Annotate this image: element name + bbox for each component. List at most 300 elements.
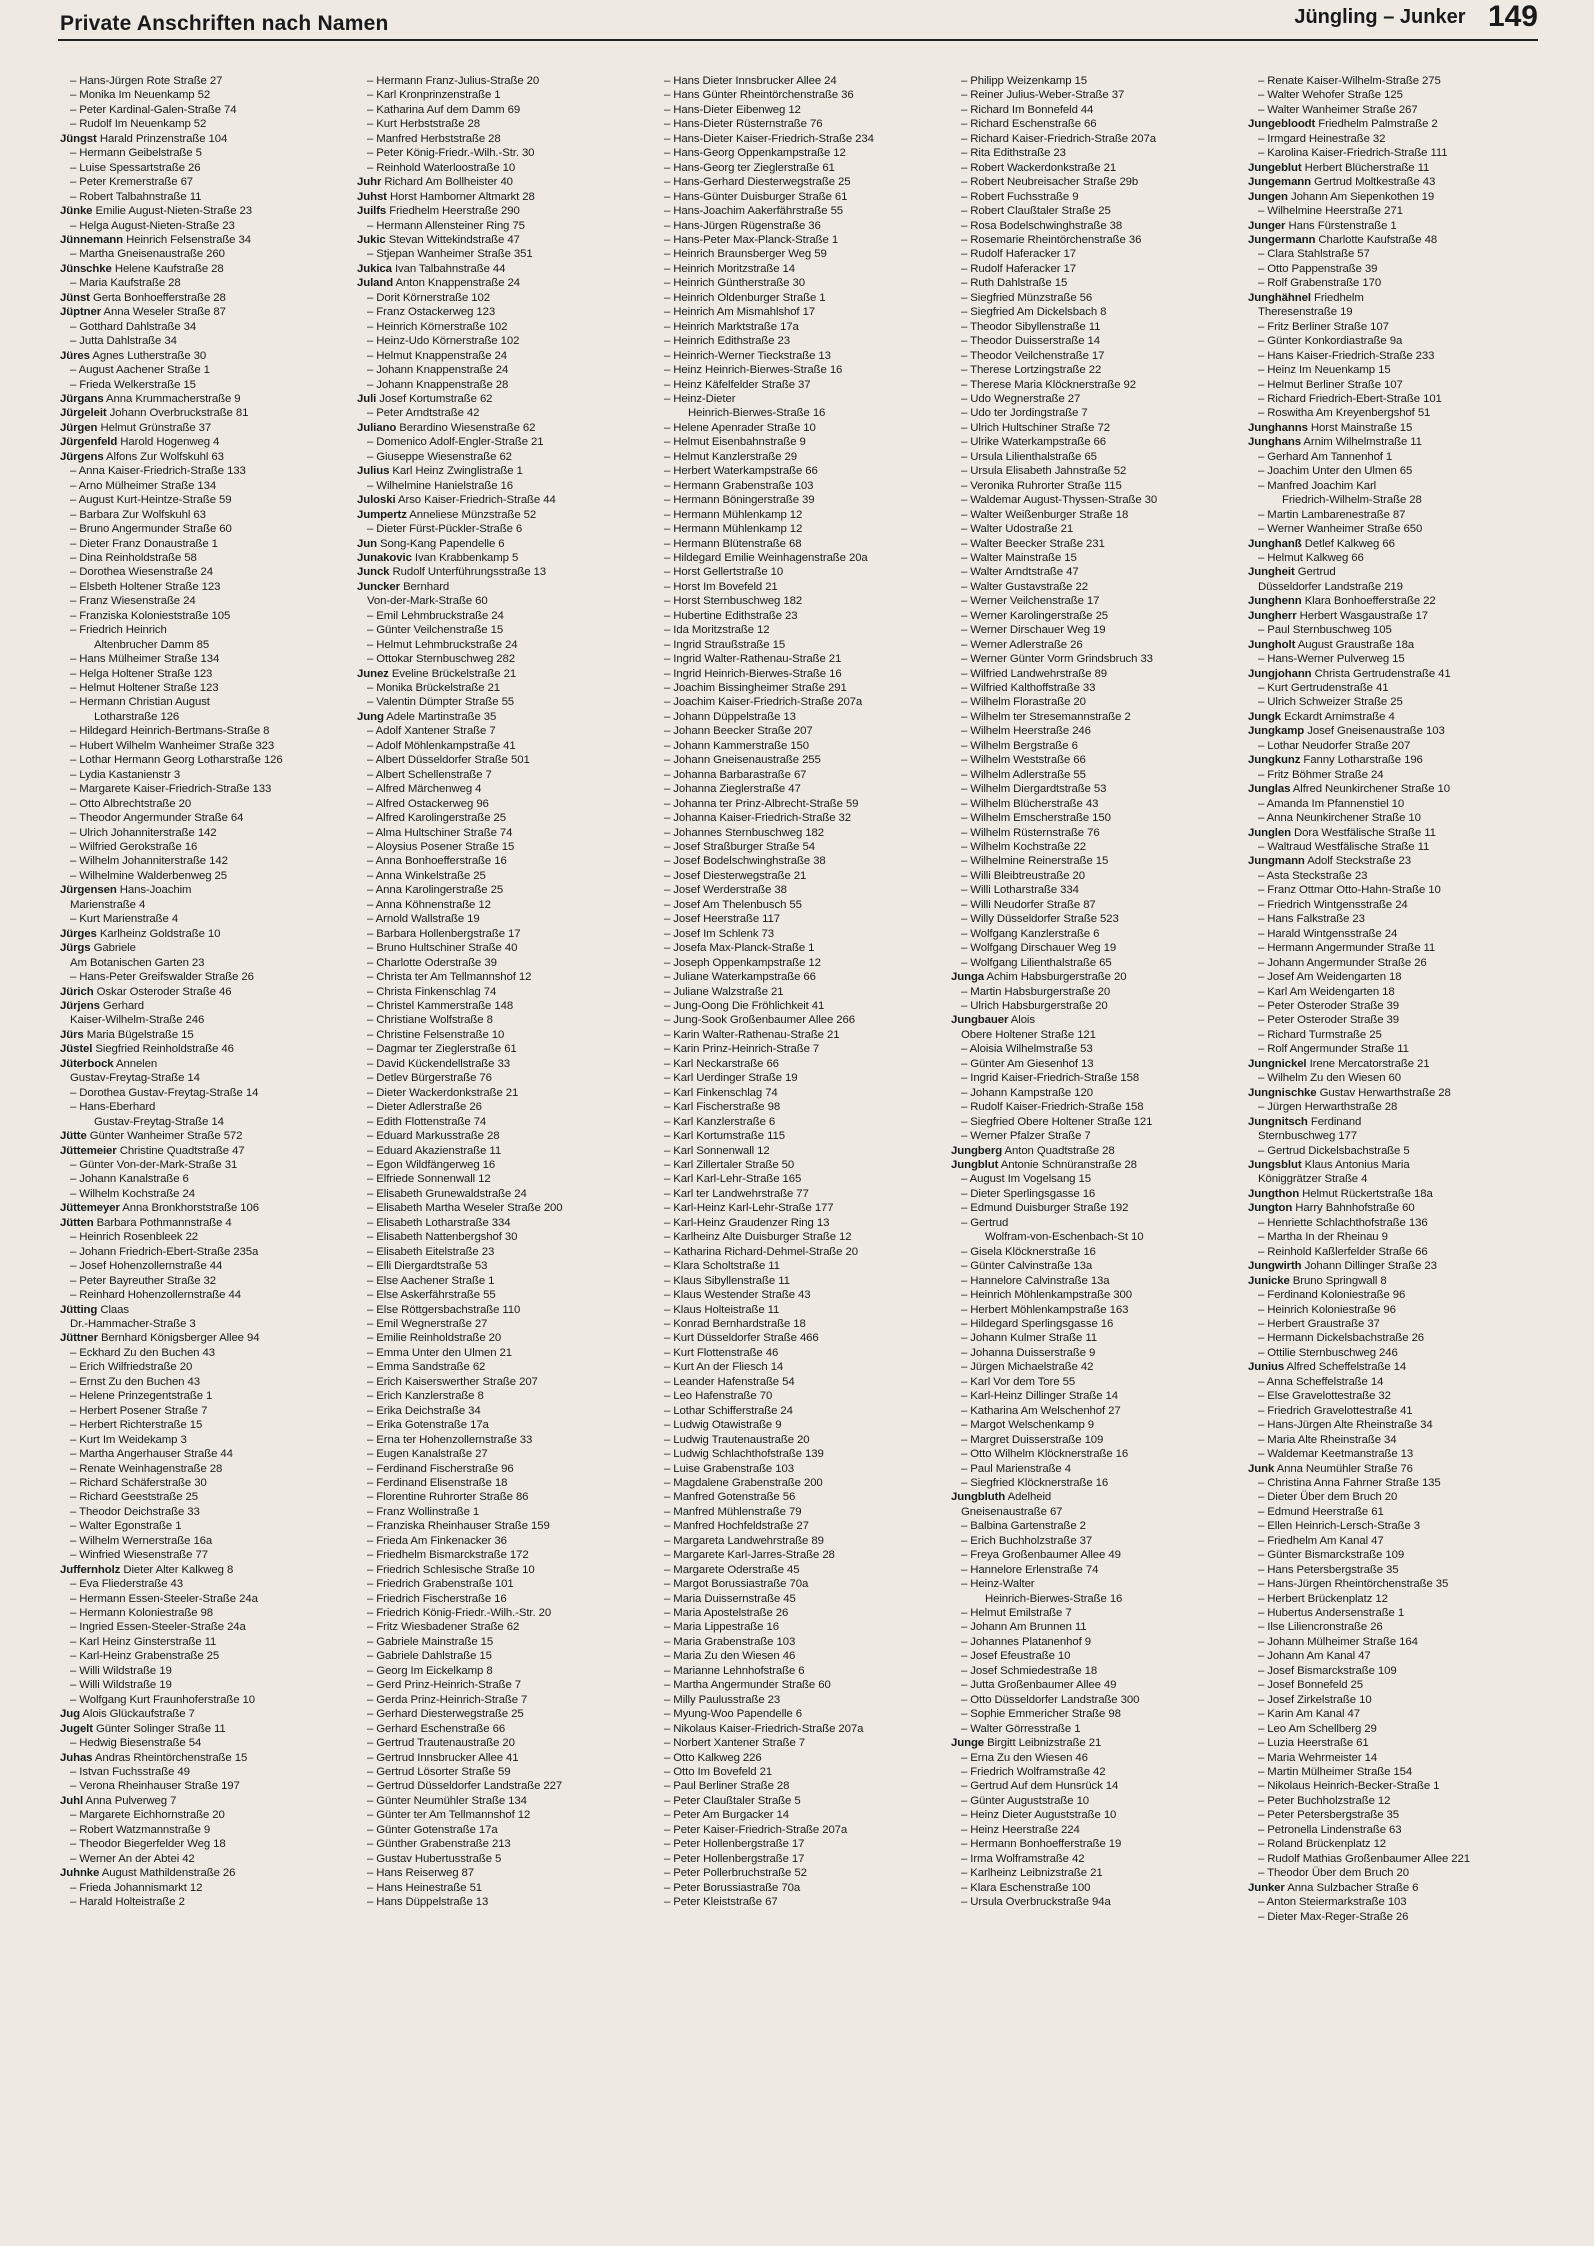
directory-entry: – Hans-Georg Oppenkampstraße 12 [664,147,846,160]
surname: Junakovic [357,551,412,564]
directory-entry: Juloski Arso Kaiser-Friedrich-Straße 44 [357,494,556,507]
directory-entry: Jungmann Adolf Steckstraße 23 [1248,855,1411,868]
directory-entry: – Maria Zu den Wiesen 46 [664,1650,796,1663]
directory-entry: – Heinrich Braunsberger Weg 59 [664,248,827,261]
directory-entry: – Theodor Deichstraße 33 [70,1505,200,1518]
directory-entry: – Eckhard Zu den Buchen 43 [70,1346,215,1359]
directory-entry: – Hermann Böningerstraße 39 [664,494,815,507]
directory-entry: – Wilhelm Emscherstraße 150 [961,812,1111,825]
directory-entry: – Christina Anna Fahrner Straße 135 [1258,1476,1441,1489]
surname: Junghans [1248,436,1301,449]
directory-entry: – Gertrud [961,1216,1009,1229]
directory-entry: – Hans Mülheimer Straße 134 [70,653,220,666]
directory-entry: – Horst Gellertstraße 10 [664,566,784,579]
directory-entry: – Istvan Fuchsstraße 49 [70,1766,190,1779]
directory-entry: – Florentine Ruhrorter Straße 86 [367,1491,529,1504]
directory-entry: – Maria Duissernstraße 45 [664,1592,796,1605]
directory-entry: – Heinrich Am Mismahlshof 17 [664,306,816,319]
directory-entry: – Heinz-Udo Körnerstraße 102 [367,335,520,348]
directory-entry: – Paul Berliner Straße 28 [664,1780,790,1793]
surname: Jungbauer [951,1014,1009,1027]
surname: Jünke [60,205,93,218]
directory-entry: – Dagmar ter Zieglerstraße 61 [367,1043,517,1056]
directory-entry: – Josef Hohenzollernstraße 44 [70,1260,223,1273]
directory-entry: – Elli Diergardtstraße 53 [367,1260,488,1273]
directory-entry: – Heinrich Moritzstraße 14 [664,262,795,275]
directory-entry: – Wilhelm Heerstraße 246 [961,725,1091,738]
directory-entry: – Otto Düsseldorfer Landstraße 300 [961,1693,1140,1706]
directory-entry: – Richard Friedrich-Ebert-Straße 101 [1258,392,1442,405]
directory-entry: – Willi Neudorfer Straße 87 [961,898,1096,911]
directory-entry: Junez Eveline Brückelstraße 21 [357,667,517,680]
directory-entry: – Kurt Herbststraße 28 [367,118,481,131]
surname: Jüterbock [60,1057,114,1070]
directory-entry: – Anna Neunkirchener Straße 10 [1258,812,1421,825]
directory-entry: – Manfred Herbststraße 28 [367,132,501,145]
directory-entry: – Konrad Bernhardstraße 18 [664,1317,806,1330]
directory-entry: – Josef Bismarckstraße 109 [1258,1664,1397,1677]
directory-entry: Lotharstraße 126 [94,710,180,723]
directory-entry: – Monika Im Neuenkamp 52 [70,89,211,102]
directory-entry: – Günter Am Giesenhof 13 [961,1057,1094,1070]
directory-entry: – Dieter Fürst-Pückler-Straße 6 [367,523,523,536]
directory-entry: – Siegfried Münzstraße 56 [961,291,1093,304]
directory-entry: – Bruno Hultschiner Straße 40 [367,942,518,955]
directory-entry: – Gerd Prinz-Heinrich-Straße 7 [367,1679,521,1692]
directory-entry: Juhl Anna Pulverweg 7 [60,1794,177,1807]
directory-entry: – Hildegard Heinrich-Bertmans-Straße 8 [70,725,270,738]
directory-entry: – Hans-Peter Max-Planck-Straße 1 [664,233,839,246]
surname: Jungholt [1248,638,1296,651]
directory-entry: – Josef Heerstraße 117 [664,913,780,926]
directory-entry: – Friedrich Fischerstraße 16 [367,1592,507,1605]
directory-entry: Juncker Bernhard [357,580,450,593]
directory-entry: – Margareta Landwehrstraße 89 [664,1534,824,1547]
directory-entry: – Theodor Duisserstraße 14 [961,335,1101,348]
directory-entry: – Waldemar August-Thyssen-Straße 30 [961,494,1158,507]
directory-entry: – Dieter Franz Donaustraße 1 [70,537,218,550]
directory-entry: – Helmut Eisenbahnstraße 9 [664,436,806,449]
directory-entry: – Maria Kaufstraße 28 [70,277,181,290]
directory-entry: – Theodor Angermunder Straße 64 [70,812,244,825]
directory-entry: – Heinrich Möhlenkampstraße 300 [961,1289,1133,1302]
directory-entry: – Karin Prinz-Heinrich-Straße 7 [664,1043,820,1056]
directory-entry: – Ulrike Waterkampstraße 66 [961,436,1106,449]
directory-entry: – Richard Kaiser-Friedrich-Straße 207a [961,132,1156,145]
directory-entry: – Alma Hultschiner Straße 74 [367,826,513,839]
directory-entry: – Kurt Gertrudenstraße 41 [1258,682,1389,695]
directory-entry: – Hildegard Sperlingsgasse 16 [961,1317,1114,1330]
directory-entry: – Peter Osteroder Straße 39 [1258,1014,1400,1027]
directory-entry: – Herbert Graustraße 37 [1258,1317,1380,1330]
directory-entry: – Arnold Wallstraße 19 [367,913,480,926]
surname: Junk [1248,1462,1275,1475]
directory-entry: – Ottilie Sternbuschweg 246 [1258,1346,1398,1359]
directory-entry: – Arno Mülheimer Straße 134 [70,479,217,492]
directory-entry: – Edmund Duisburger Straße 192 [961,1202,1129,1215]
directory-entry: – Dieter Max-Reger-Straße 26 [1258,1910,1409,1923]
directory-entry: – Herbert Brückenplatz 12 [1258,1592,1388,1605]
directory-entry: – Frieda Welkerstraße 15 [70,378,196,391]
directory-entry: – Walter Egonstraße 1 [70,1520,182,1533]
surname: Junghanß [1248,537,1302,550]
directory-entry: – Margarete Eichhornstraße 20 [70,1809,225,1822]
directory-entry: – Helmut Emilstraße 7 [961,1607,1072,1620]
directory-entry: – Leo Hafenstraße 70 [664,1390,773,1403]
directory-entry: – Christine Felsenstraße 10 [367,1028,505,1041]
directory-entry: – Peter Hollenbergstraße 17 [664,1852,805,1865]
directory-entry: – Margot Welschenkamp 9 [961,1419,1094,1432]
surname: Junger [1248,219,1286,232]
directory-entry: Jungen Johann Am Siepenkothen 19 [1248,190,1435,203]
directory-entry: – Horst Sternbuschweg 182 [664,595,803,608]
directory-entry: Jumpertz Anneliese Münzstraße 52 [357,508,537,521]
directory-entry: – Helmut Kalkweg 66 [1258,551,1364,564]
directory-entry: – Walter Görresstraße 1 [961,1722,1081,1735]
page-number: 149 [1487,0,1538,33]
directory-entry: Junglen Dora Westfälische Straße 11 [1248,826,1436,839]
directory-entry: Jütten Barbara Pothmannstraße 4 [60,1216,232,1229]
directory-entry: – Lothar Schifferstraße 24 [664,1404,793,1417]
directory-entry: – Waltraud Westfälische Straße 11 [1258,841,1430,854]
directory-entry: Jug Alois Glückaufstraße 7 [60,1708,195,1721]
directory-entry: – Eduard Akazienstraße 11 [367,1144,502,1157]
directory-entry: – Karl ter Landwehrstraße 77 [664,1187,809,1200]
directory-entry: Königgrätzer Straße 4 [1258,1173,1368,1186]
directory-entry: – Johann Kampstraße 120 [961,1086,1093,1099]
directory-entry: Jürjens Gerhard [60,1000,144,1012]
surname: Junck [357,566,390,579]
directory-entry: – Walter Wanheimer Straße 267 [1258,103,1418,116]
directory-entry: – Manfred Joachim Karl [1258,479,1377,492]
surname: Jungwirth [1248,1260,1302,1273]
directory-entry: – Milly Paulusstraße 23 [664,1693,781,1706]
directory-entry: – Emma Unter den Ulmen 21 [367,1346,513,1359]
directory-entry: – Johann Angermunder Straße 26 [1258,956,1427,969]
directory-entry: – Leo Am Schellberg 29 [1258,1722,1377,1735]
directory-entry: – Hermann Blütenstraße 68 [664,537,802,550]
directory-entry: – Wilhelm Bergstraße 6 [961,739,1078,752]
directory-entry: – Elisabeth Martha Weseler Straße 200 [367,1202,563,1215]
surname: Junglen [1248,826,1291,839]
directory-entry: – Erich Kanzlerstraße 8 [367,1390,484,1403]
directory-entry: Kaiser-Wilhelm-Straße 246 [70,1014,205,1027]
directory-entry: – Alfred Karolingerstraße 25 [367,812,507,825]
directory-entry: – Theodor Sibyllenstraße 11 [961,320,1101,333]
directory-entry: – Manfred Gotenstraße 56 [664,1491,796,1504]
surname: Jürgens [60,450,104,463]
directory-entry: – Josef Diesterwegstraße 21 [664,869,807,882]
surname: Jürgeleit [60,407,107,420]
surname: Jukic [357,233,386,246]
directory-entry: – Friedrich Gravelottestraße 41 [1258,1404,1413,1417]
surname: Jungmann [1248,855,1305,868]
directory-entry: – Josef Am Thelenbusch 55 [664,898,802,911]
directory-entry: – Franziska Rheinhauser Straße 159 [367,1520,550,1533]
directory-entry: – Hans-Dieter Kaiser-Friedrich-Straße 234 [664,132,874,145]
directory-entry: – Anna Bonhoefferstraße 16 [367,855,507,868]
directory-entry: – Hans Reiserweg 87 [367,1867,475,1880]
directory-entry: – Willi Wildstraße 19 [70,1679,172,1692]
directory-entry: – Robert Fuchsstraße 9 [961,190,1079,203]
directory-entry: – Harald Wintgensstraße 24 [1258,927,1398,940]
directory-entry: – Gertrud Düsseldorfer Landstraße 227 [367,1780,563,1793]
directory-entry: – Luise Spessartstraße 26 [70,161,201,174]
directory-entry: – Werner Karolingerstraße 25 [961,609,1109,622]
directory-entry: – Henriette Schlachthofstraße 136 [1258,1216,1428,1229]
surname: Jünnemann [60,233,124,246]
directory-entry: – Rita Edithstraße 23 [961,147,1066,160]
directory-entry: – Günter Calvinstraße 13a [961,1260,1093,1273]
directory-entry: – Rudolf Kaiser-Friedrich-Straße 158 [961,1101,1144,1114]
directory-entry: – Ludwig Schlachthofstraße 139 [664,1448,824,1461]
directory-entry: – Helmut Holtener Straße 123 [70,682,219,695]
directory-entry: – Ernst Zu den Buchen 43 [70,1375,200,1388]
directory-entry: – Albert Düsseldorfer Straße 501 [367,754,530,767]
directory-entry: – Johanna Barbarastraße 67 [664,768,807,781]
directory-entry: – Luise Grabenstraße 103 [664,1462,794,1475]
directory-entry: Gustav-Freytag-Straße 14 [70,1072,200,1085]
directory-entry: – Willi Wildstraße 19 [70,1664,172,1677]
directory-entry: – Günther Grabenstraße 213 [367,1838,511,1851]
directory-entry: – Nikolaus Kaiser-Friedrich-Straße 207a [664,1722,864,1735]
surname: Jungkunz [1248,754,1301,767]
directory-entry: – Josef Schmiedestraße 18 [961,1664,1098,1677]
surname: Jünst [60,291,90,304]
directory-entry: – Luzia Heerstraße 61 [1258,1737,1369,1750]
directory-entry: – Rosa Bodelschwinghstraße 38 [961,219,1123,232]
directory-entry: – Karl Kortumstraße 115 [664,1130,785,1143]
directory-entry: – Karl Heinz Ginsterstraße 11 [70,1635,217,1648]
surname: Jungjohann [1248,667,1312,680]
directory-entry: Juhnke August Mathildenstraße 26 [60,1867,236,1880]
directory-entry: – Josef Zirkelstraße 10 [1258,1693,1372,1706]
directory-entry: – Frieda Am Finkenacker 36 [367,1534,507,1547]
directory-entry: Jungk Eckardt Arnimstraße 4 [1248,710,1395,723]
directory-entry: – Wolfgang Kurt Fraunhoferstraße 10 [70,1693,255,1706]
directory-entry: – Alfred Ostackerweg 96 [367,797,489,810]
directory-entry: – Ottokar Sternbuschweg 282 [367,653,515,666]
directory-entry: – Peter Kleiststraße 67 [664,1896,778,1909]
directory-entry: Junck Rudolf Unterführungsstraße 13 [357,566,546,579]
directory-entry: – Aloisia Wilhelmstraße 53 [961,1043,1093,1056]
directory-entry: – Wilfried Gerokstraße 16 [70,841,198,854]
directory-entry: – Ingrid Heinrich-Bierwes-Straße 16 [664,667,842,680]
directory-entry: – Hans Kaiser-Friedrich-Straße 233 [1258,349,1435,362]
directory-entry: – Frieda Johannismarkt 12 [70,1881,203,1894]
directory-entry: – Rudolf Im Neuenkamp 52 [70,118,207,131]
directory-entry: – Joachim Unter den Ulmen 65 [1258,465,1413,478]
directory-entry: – Dieter Sperlingsgasse 16 [961,1187,1096,1200]
directory-entry: – Kurt Marienstraße 4 [70,913,179,926]
directory-entry: – Amanda Im Pfannenstiel 10 [1258,797,1405,810]
surname: Jungemann [1248,176,1312,189]
directory-entry: – Dorothea Gustav-Freytag-Straße 14 [70,1086,259,1099]
directory-entry: – Renate Kaiser-Wilhelm-Straße 275 [1258,75,1441,87]
directory-entry: – Karl Kanzlerstraße 6 [664,1115,776,1128]
directory-entry: Jungkamp Josef Gneisenaustraße 103 [1248,725,1445,738]
directory-entry: – Christa Finkenschlag 74 [367,985,497,998]
directory-entry: – Herbert Möhlenkampstraße 163 [961,1303,1129,1316]
directory-entry: – Peter Kardinal-Galen-Straße 74 [70,103,237,116]
directory-entry: Jungton Harry Bahnhofstraße 60 [1248,1202,1415,1215]
directory-entry: – Rudolf Haferacker 17 [961,248,1076,261]
directory-entry: – Rolf Grabenstraße 170 [1258,277,1382,290]
directory-entry: Juhas Andras Rheintörchenstraße 15 [60,1751,248,1764]
directory-entry: – Peter Am Burgacker 14 [664,1809,789,1822]
directory-entry: – Bruno Angermunder Straße 60 [70,523,232,536]
directory-entry: Jürgans Anna Krummacherstraße 9 [60,392,241,405]
directory-entry: – Harald Holteistraße 2 [70,1896,185,1909]
directory-entry: – Friedrich Schlesische Straße 10 [367,1563,535,1576]
surname: Juhas [60,1751,93,1764]
directory-entry: – Franz Wiesenstraße 24 [70,595,196,608]
directory-entry: – Hannelore Calvinstraße 13a [961,1274,1110,1287]
directory-entry: – Gerhard Am Tannenhof 1 [1258,450,1393,463]
directory-entry: – Fritz Wiesbadener Straße 62 [367,1621,520,1634]
directory-entry: – Anna Winkelstraße 25 [367,869,486,882]
directory-entry: – Kurt An der Fliesch 14 [664,1361,784,1374]
directory-columns [60,74,1538,2234]
surname: Jürjens [60,1000,100,1012]
directory-entry: – Walter Wehofer Straße 125 [1258,89,1403,102]
directory-entry: – Paul Sternbuschweg 105 [1258,624,1392,637]
surname: Jungthon [1248,1187,1300,1200]
directory-entry: – Werner An der Abtei 42 [70,1852,195,1865]
directory-entry: Jungemann Gertrud Moltkestraße 43 [1248,176,1436,189]
directory-entry: – Gabriele Dahlstraße 15 [367,1650,492,1663]
directory-entry: Jütte Günter Wanheimer Straße 572 [60,1130,243,1143]
directory-entry: – Irmgard Heinestraße 32 [1258,132,1386,145]
directory-entry: – Karl-Heinz Karl-Lehr-Straße 177 [664,1202,834,1215]
directory-entry: – Johanna Zieglerstraße 47 [664,783,801,796]
directory-entry: – Karl-Heinz Dillinger Straße 14 [961,1390,1118,1403]
directory-column-2 [357,74,647,2234]
directory-entry: – Hermann Mühlenkamp 12 [664,523,803,536]
directory-entry: – Johann Knappenstraße 24 [367,364,509,377]
directory-entry: – Else Gravelottestraße 32 [1258,1390,1391,1403]
directory-entry: – Karl Neckarstraße 66 [664,1057,779,1070]
directory-entry: – Otto Albrechtstraße 20 [70,797,192,810]
directory-entry: Von-der-Mark-Straße 60 [367,595,488,608]
directory-entry: Jünst Gerta Bonhoefferstraße 28 [60,291,226,304]
surname: Jugelt [60,1722,93,1735]
directory-entry: Jüptner Anna Weseler Straße 87 [60,306,226,319]
surname: Jungen [1248,190,1288,203]
directory-entry: – Gertrud Auf dem Hunsrück 14 [961,1780,1119,1793]
directory-entry: – Emil Wegnerstraße 27 [367,1317,488,1330]
directory-column-4 [951,74,1241,2234]
directory-entry: Jungwirth Johann Dillinger Straße 23 [1248,1260,1437,1273]
directory-entry: – Wilhelm Zu den Wiesen 60 [1258,1072,1402,1085]
directory-entry: – Theodor Veilchenstraße 17 [961,349,1105,362]
directory-entry: – Werner Wanheimer Straße 650 [1258,523,1423,536]
directory-entry: – Erika Deichstraße 34 [367,1404,481,1417]
directory-entry: – Georg Im Eickelkamp 8 [367,1664,493,1677]
directory-entry: – Ursula Elisabeth Jahnstraße 52 [961,465,1127,478]
directory-entry: – Eva Fliederstraße 43 [70,1578,184,1591]
directory-entry: Junghenn Klara Bonhoefferstraße 22 [1248,595,1436,608]
directory-entry: – Klaus Westender Straße 43 [664,1289,811,1302]
surname: Junius [1248,1361,1285,1374]
directory-entry: Junius Alfred Scheffelstraße 14 [1248,1361,1407,1374]
surname: Jungberg [951,1144,1003,1157]
directory-entry: Jüttemeyer Anna Bronkhorststraße 106 [60,1202,260,1215]
directory-entry: – Hermann Koloniestraße 98 [70,1607,214,1620]
directory-entry: – Werner Günter Vorm Grindsbruch 33 [961,653,1153,666]
surname: Jumpertz [357,508,407,521]
directory-entry: – Heinrich Rosenbleek 22 [70,1231,199,1244]
directory-entry: – Gustav Hubertusstraße 5 [367,1852,502,1865]
directory-entry: – Wolfgang Lilienthalstraße 65 [961,956,1112,969]
directory-entry: – Monika Brückelstraße 21 [367,682,500,695]
directory-entry: – Peter Kaiser-Friedrich-Straße 207a [664,1823,848,1836]
directory-entry: – Werner Dirschauer Weg 19 [961,624,1106,637]
surname: Jungblut [951,1158,999,1171]
directory-entry: Dr.-Hammacher-Straße 3 [70,1317,196,1330]
surname: Jürges [60,927,97,940]
directory-entry: Jürges Karlheinz Goldstraße 10 [60,927,221,940]
directory-entry: – Margot Borussiastraße 70a [664,1578,809,1591]
directory-entry: – Peter Bayreuther Straße 32 [70,1274,216,1287]
directory-entry: – Ursula Lilienthalstraße 65 [961,450,1097,463]
directory-entry: Juhr Richard Am Bollheister 40 [357,176,513,189]
surname: Jungbluth [951,1491,1006,1504]
directory-entry: – Heinz Käfelfelder Straße 37 [664,378,811,391]
directory-entry: Julius Karl Heinz Zwinglistraße 1 [357,465,523,478]
directory-entry: Jürgenfeld Harold Hogenweg 4 [60,436,220,449]
directory-entry: – Johann Gneisenaustraße 255 [664,754,821,767]
directory-entry: Jungsblut Klaus Antonius Maria [1248,1158,1410,1171]
directory-entry: – Richard Geeststraße 25 [70,1491,199,1504]
directory-entry: – Jutta Dahlstraße 34 [70,335,177,348]
directory-entry: – Heinrich Marktstraße 17a [664,320,799,333]
directory-entry: – Karl Sonnenwall 12 [664,1144,770,1157]
directory-entry: – Josef Straßburger Straße 54 [664,841,815,854]
surname: Junghanns [1248,421,1308,434]
directory-entry: – Peter Osteroder Straße 39 [1258,1000,1400,1012]
directory-entry: Jungherr Herbert Wasgaustraße 17 [1248,609,1428,622]
directory-entry: Jürgensen Hans-Joachim [60,884,192,897]
directory-entry: – Karlheinz Leibnizstraße 21 [961,1867,1103,1880]
directory-entry: – Hans-Dieter Eibenweg 12 [664,103,801,116]
directory-entry: – Franziska Kolonieststraße 105 [70,609,231,622]
directory-entry: – Johann Kanalstraße 6 [70,1173,189,1186]
directory-entry: – Robert Watzmannstraße 9 [70,1823,211,1836]
directory-entry: – Karolina Kaiser-Friedrich-Straße 111 [1258,147,1448,160]
surname: Jürgs [60,942,91,955]
directory-entry: Jünke Emilie August-Nieten-Straße 23 [60,205,253,218]
directory-entry: – Theodor Biegerfelder Weg 18 [70,1838,226,1851]
directory-entry: – Elisabeth Lotharstraße 334 [367,1216,511,1229]
directory-entry: – Barbara Hollenbergstraße 17 [367,927,521,940]
directory-entry: – Fritz Böhmer Straße 24 [1258,768,1384,781]
directory-entry: – Walter Beecker Straße 231 [961,537,1105,550]
directory-entry: Jun Song-Kang Papendelle 6 [357,537,505,550]
directory-entry: – Günter Von-der-Mark-Straße 31 [70,1158,238,1171]
directory-entry: – Karlheinz Alte Duisburger Straße 12 [664,1231,852,1244]
directory-entry: – Rolf Angermunder Straße 11 [1258,1043,1409,1056]
directory-entry: – Josef Bodelschwinghstraße 38 [664,855,826,868]
directory-entry: – Josefa Max-Planck-Straße 1 [664,942,815,955]
directory-entry: – Wilhelm Florastraße 20 [961,696,1086,709]
directory-entry: – Anna Scheffelstraße 14 [1258,1375,1384,1388]
directory-entry: – Norbert Xantener Straße 7 [664,1737,806,1750]
directory-entry: – Katharina Richard-Dehmel-Straße 20 [664,1245,858,1258]
directory-entry: Jünschke Helene Kaufstraße 28 [60,262,224,275]
directory-entry: – Gertrud Innsbrucker Allee 41 [367,1751,519,1764]
directory-entry: – Jürgen Michaelstraße 42 [961,1361,1094,1374]
